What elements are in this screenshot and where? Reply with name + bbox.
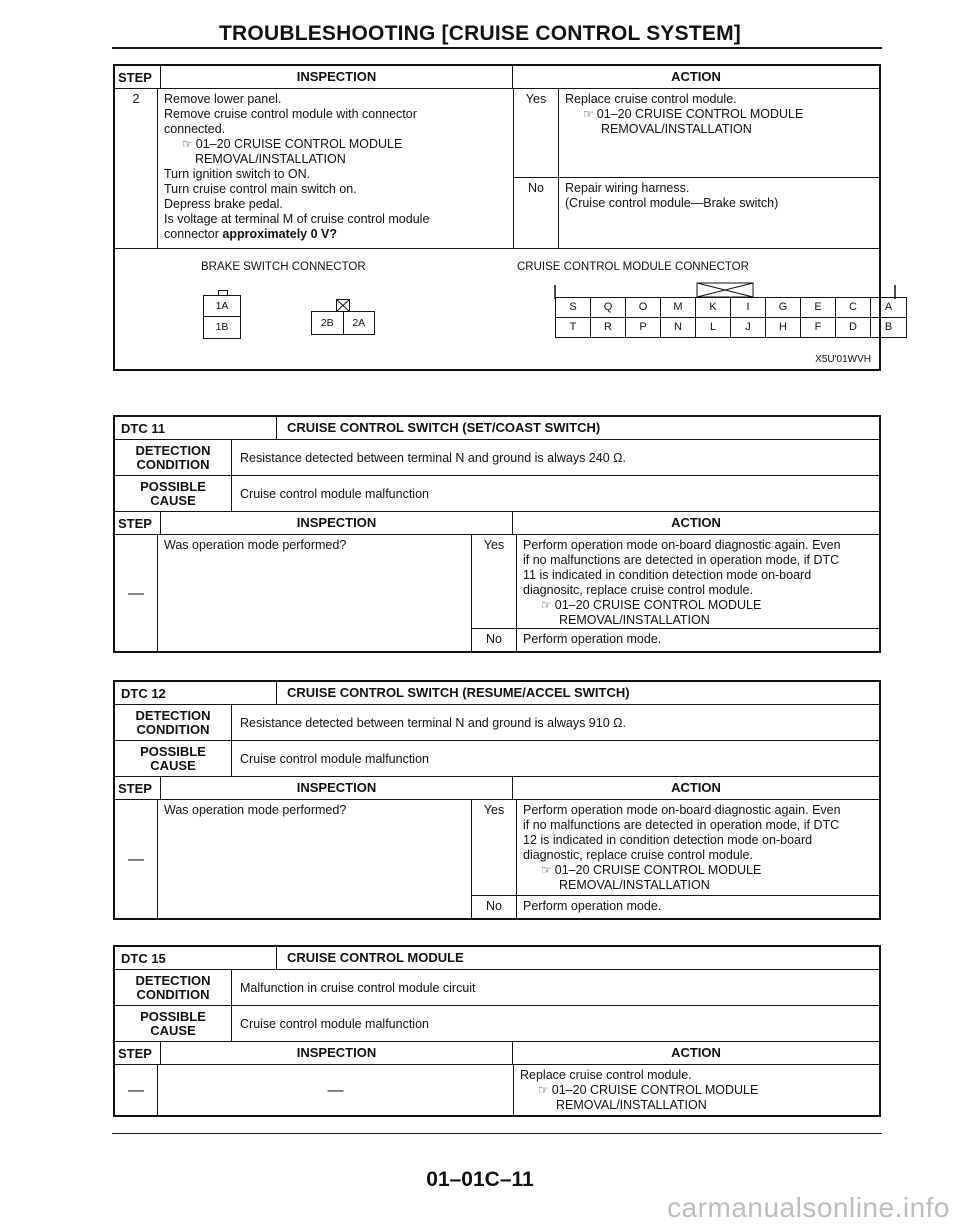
action-line: Perform operation mode on-board diagnostic again. Even xyxy=(523,803,841,817)
action-line: Replace cruise control module. xyxy=(565,92,737,106)
table-header xyxy=(115,1042,879,1065)
action-line: if no malfunctions are detected in operation mode, if DTC xyxy=(523,818,840,832)
step-dash: — xyxy=(128,850,144,868)
inspection-header: INSPECTION xyxy=(160,777,512,799)
no-action: Perform operation mode. xyxy=(516,896,879,918)
action-line: REMOVAL/INSTALLATION xyxy=(601,122,752,136)
cause-label: POSSIBLE CAUSE xyxy=(140,743,206,773)
detection-row xyxy=(115,440,879,476)
inspection-line: Is voltage at terminal M of cruise control module xyxy=(164,212,430,226)
yes-row xyxy=(472,800,879,896)
dtc12-step-row xyxy=(115,800,879,918)
cause-label: POSSIBLE CAUSE xyxy=(140,1008,206,1038)
connector-pin: K xyxy=(696,298,731,318)
step-dash: — xyxy=(128,1081,144,1099)
detection-label: DETECTION CONDITION xyxy=(135,972,211,1002)
detection-value: Resistance detected between terminal N and ground is always 240 Ω. xyxy=(231,440,879,475)
pin-1b: 1B xyxy=(215,321,229,333)
inspection-header: INSPECTION xyxy=(160,1042,512,1064)
yes-label: Yes xyxy=(483,538,505,552)
dtc-code: DTC 15 xyxy=(121,950,166,966)
reference-link[interactable]: ☞ 01–20 CRUISE CONTROL MODULE xyxy=(583,107,804,121)
yes-action xyxy=(516,800,879,895)
no-row xyxy=(514,178,879,248)
step-dash: — xyxy=(128,584,144,602)
action-header: ACTION xyxy=(512,777,879,799)
reference-link[interactable]: ☞ 01–20 CRUISE CONTROL MODULE xyxy=(182,137,403,151)
inspection-text: Was operation mode performed? xyxy=(157,800,471,918)
yes-action xyxy=(558,89,879,177)
reference-icon: ☞ xyxy=(538,1083,549,1097)
connector-pin: C xyxy=(836,298,871,318)
connector-pin: M xyxy=(661,298,696,318)
dtc-title: CRUISE CONTROL SWITCH (RESUME/ACCEL SWITCH) xyxy=(276,682,879,704)
action-line: Replace cruise control module. xyxy=(520,1068,692,1082)
step-header: STEP xyxy=(118,1045,152,1061)
step2-inspection xyxy=(157,89,513,248)
reference-link[interactable]: ☞ 01–20 CRUISE CONTROL MODULE xyxy=(541,863,762,877)
action-line: (Cruise control module—Brake switch) xyxy=(565,196,779,210)
dtc-title: CRUISE CONTROL MODULE xyxy=(276,947,879,969)
no-label: No xyxy=(528,181,544,195)
connector-pin: S xyxy=(556,298,591,318)
pin-2a: 2A xyxy=(352,317,366,329)
connector-pin: O xyxy=(626,298,661,318)
action-line: 11 is indicated in condition detection mode on-board xyxy=(523,568,812,582)
dtc15-table xyxy=(113,945,881,1117)
dtc15-action xyxy=(513,1065,879,1115)
connector-pin: D xyxy=(836,318,871,337)
footer-rule xyxy=(112,1133,882,1134)
reference-link[interactable]: ☞ 01–20 CRUISE CONTROL MODULE xyxy=(541,598,762,612)
inspection-question: approximately 0 V? xyxy=(222,227,337,241)
inspection-dash: — xyxy=(157,1065,513,1115)
dtc-header xyxy=(115,947,879,970)
detection-label: DETECTION CONDITION xyxy=(135,707,211,737)
reference-icon: ☞ xyxy=(182,137,193,151)
inspection-line: Remove cruise control module with connector xyxy=(164,107,417,121)
module-connector-latch-icon xyxy=(545,279,905,299)
connector-pin: T xyxy=(556,318,591,337)
connector-pin: B xyxy=(884,321,893,333)
connector-pin: N xyxy=(661,318,696,337)
reference-icon: ☞ xyxy=(583,107,594,121)
yes-label: Yes xyxy=(483,803,505,817)
connector-pin: E xyxy=(801,298,836,318)
no-action: Perform operation mode. xyxy=(516,629,879,651)
title-rule xyxy=(112,47,882,49)
detection-row xyxy=(115,970,879,1006)
inspection-header: INSPECTION xyxy=(160,66,512,88)
dtc15-step-row xyxy=(115,1065,879,1115)
action-line: REMOVAL/INSTALLATION xyxy=(556,1098,707,1112)
dtc11-table xyxy=(113,415,881,653)
action-header: ACTION xyxy=(512,512,879,534)
dtc-code: DTC 11 xyxy=(121,420,166,436)
pin-2b: 2B xyxy=(312,312,344,334)
dtc12-results xyxy=(471,800,879,918)
connector-pin: P xyxy=(626,318,661,337)
latch-cross-icon xyxy=(337,300,349,311)
no-label: No xyxy=(486,899,502,913)
action-line: 12 is indicated in condition detection mode on-board xyxy=(523,833,813,847)
inspection-line: Remove lower panel. xyxy=(164,92,282,106)
no-row xyxy=(472,629,879,651)
dtc11-results xyxy=(471,535,879,651)
connector-pin: L xyxy=(696,318,731,337)
action-line: Repair wiring harness. xyxy=(565,181,690,195)
module-connector-title: CRUISE CONTROL MODULE CONNECTOR xyxy=(517,261,749,273)
detection-row xyxy=(115,705,879,741)
yes-label: Yes xyxy=(525,92,547,106)
step-header: STEP xyxy=(118,69,152,85)
inspection-line: connected. xyxy=(164,122,226,136)
connector-diagram xyxy=(115,249,893,369)
table-header xyxy=(115,66,879,89)
no-row xyxy=(472,896,879,918)
dtc-header xyxy=(115,417,879,440)
pin-1a: 1A xyxy=(204,296,240,317)
action-header: ACTION xyxy=(512,1042,879,1064)
brake-connector-1 xyxy=(203,295,241,339)
cause-value: Cruise control module malfunction xyxy=(231,1006,879,1041)
inspection-line: connector approximately 0 V? xyxy=(164,227,337,241)
reference-icon: ☞ xyxy=(541,863,552,877)
connector-latch xyxy=(218,290,228,295)
step2-table xyxy=(113,64,893,371)
connector-pin: G xyxy=(766,298,801,318)
cause-value: Cruise control module malfunction xyxy=(231,476,879,511)
yes-action xyxy=(516,535,879,628)
figure-code: X5U'01WVH xyxy=(815,354,871,365)
inspection-line: Turn cruise control main switch on. xyxy=(164,182,357,196)
module-connector-pins xyxy=(555,297,907,338)
cause-label: POSSIBLE CAUSE xyxy=(140,478,206,508)
connector-pin: F xyxy=(801,318,836,337)
step2-results xyxy=(513,89,879,248)
inspection-line: Turn ignition switch to ON. xyxy=(164,167,311,181)
dtc11-step-row xyxy=(115,535,879,651)
no-label: No xyxy=(486,632,502,646)
brake-connector-2 xyxy=(311,311,375,335)
inspection-line: Depress brake pedal. xyxy=(164,197,283,211)
connector-latch xyxy=(336,299,350,312)
yes-row xyxy=(514,89,879,178)
action-line: Perform operation mode on-board diagnostic again. Even xyxy=(523,538,841,552)
no-action xyxy=(558,178,879,248)
step2-row xyxy=(115,89,879,249)
dtc-title: CRUISE CONTROL SWITCH (SET/COAST SWITCH) xyxy=(276,417,879,439)
connector-pin: I xyxy=(731,298,766,318)
table-header xyxy=(115,512,879,535)
table-header xyxy=(115,777,879,800)
step-header: STEP xyxy=(118,780,152,796)
detection-label: DETECTION CONDITION xyxy=(135,442,211,472)
dtc-code: DTC 12 xyxy=(121,685,166,701)
yes-row xyxy=(472,535,879,629)
cause-row xyxy=(115,476,879,512)
connector-pin: Q xyxy=(591,298,626,318)
connector-pin: H xyxy=(766,318,801,337)
step-header: STEP xyxy=(118,515,152,531)
inspection-line: REMOVAL/INSTALLATION xyxy=(195,152,346,166)
dtc12-table xyxy=(113,680,881,920)
dtc-header xyxy=(115,682,879,705)
reference-icon: ☞ xyxy=(541,598,552,612)
detection-value: Malfunction in cruise control module circuit xyxy=(231,970,879,1005)
inspection-header: INSPECTION xyxy=(160,512,512,534)
reference-link[interactable]: ☞ 01–20 CRUISE CONTROL MODULE xyxy=(538,1083,759,1097)
cause-value: Cruise control module malfunction xyxy=(231,741,879,776)
step-number: 2 xyxy=(132,92,140,106)
action-line: diagnostic, replace cruise control module. xyxy=(523,848,753,862)
action-line: if no malfunctions are detected in operation mode, if DTC xyxy=(523,553,840,567)
connector-pin: R xyxy=(591,318,626,337)
watermark: carmanualsonline.info xyxy=(667,1192,950,1223)
cause-row xyxy=(115,1006,879,1042)
action-header: ACTION xyxy=(512,66,879,88)
page-number: 01–01C–11 xyxy=(426,1168,534,1191)
cause-row xyxy=(115,741,879,777)
connector-pin: A xyxy=(871,298,906,318)
inspection-text: Was operation mode performed? xyxy=(157,535,471,651)
action-line: diagnositc, replace cruise control module. xyxy=(523,583,753,597)
detection-value: Resistance detected between terminal N and ground is always 910 Ω. xyxy=(231,705,879,740)
brake-connector-title: BRAKE SWITCH CONNECTOR xyxy=(201,261,366,273)
action-line: REMOVAL/INSTALLATION xyxy=(559,613,710,627)
page-title: TROUBLESHOOTING [CRUISE CONTROL SYSTEM] xyxy=(219,22,741,45)
action-line: REMOVAL/INSTALLATION xyxy=(559,878,710,892)
connector-pin: J xyxy=(731,318,766,337)
